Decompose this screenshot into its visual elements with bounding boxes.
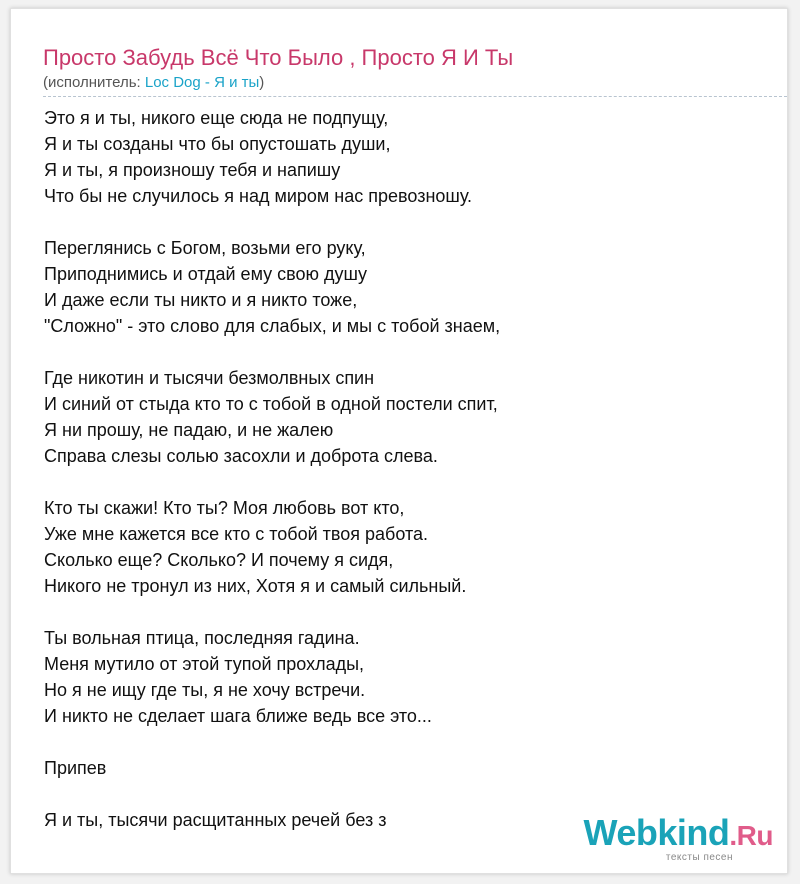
lyric-line: Сколько еще? Сколько? И почему я сидя, [44, 550, 394, 570]
stanza-break [44, 339, 500, 365]
lyric-line: Меня мутило от этой тупой прохлады, [44, 654, 365, 674]
stanza-break [44, 599, 500, 625]
lyric-line: Но я не ищу где ты, я не хочу встречи. [44, 680, 366, 700]
lyric-line: Я и ты созданы что бы опустошать души, [44, 134, 391, 154]
stanza-break [44, 469, 500, 495]
performer-link[interactable]: Loc Dog - Я и ты [144, 74, 260, 91]
lyric-line: Это я и ты, никого еще сюда не подпущу, [44, 108, 389, 128]
logo-tagline: тексты песен [665, 852, 733, 863]
lyric-line: И даже если ты никто и я никто тоже, [44, 290, 358, 310]
logo-wordmark [583, 812, 773, 854]
lyric-line: Что бы не случилось я над миром нас превозношу. [44, 186, 473, 206]
performer-prefix: (исполнитель: [43, 74, 145, 91]
lyric-line: Приподнимись и отдай ему свою душу [44, 264, 367, 284]
logo-main-text: Webkind [583, 812, 730, 853]
lyric-line: И никто не сделает шага ближе ведь все это... [44, 706, 432, 726]
lyrics-card [10, 8, 788, 874]
performer-suffix: ) [259, 74, 265, 91]
stanza-break [44, 729, 500, 755]
lyric-line: Я ни прошу, не падаю, и не жалею [44, 420, 334, 440]
lyric-line: Кто ты скажи! Кто ты? Моя любовь вот кто, [44, 498, 405, 518]
lyric-line: Я и ты, тысячи расщитанных речей без з [44, 810, 387, 830]
title-divider [43, 96, 787, 97]
lyric-line: Я и ты, я произношу тебя и напишу [44, 160, 341, 180]
logo-tld: .Ru [729, 820, 773, 851]
lyric-line: Никого не тронул из них, Хотя я и самый сильный. [44, 576, 467, 596]
lyric-line: "Сложно" - это слово для слабых, и мы с тобой знаем, [44, 316, 501, 336]
lyric-line: Переглянись с Богом, возьми его руку, [44, 238, 366, 258]
webkind-logo[interactable] [583, 812, 773, 863]
lyric-line: Уже мне кажется все кто с тобой твоя работа. [44, 524, 429, 544]
lyric-line: И синий от стыда кто то с тобой в одной постели спит, [44, 394, 498, 414]
song-title: Просто Забудь Всё Что Было , Просто Я И Ты [43, 45, 514, 70]
lyric-line: Где никотин и тысячи безмолвных спин [44, 368, 375, 388]
stanza-break [44, 781, 500, 807]
performer-line [43, 74, 264, 92]
lyric-line: Справа слезы солью засохли и доброта слева. [44, 446, 438, 466]
lyric-line: Ты вольная птица, последняя гадина. [44, 628, 360, 648]
stanza-break [44, 209, 500, 235]
lyrics-text [44, 105, 500, 833]
lyric-line: Припев [44, 758, 107, 778]
